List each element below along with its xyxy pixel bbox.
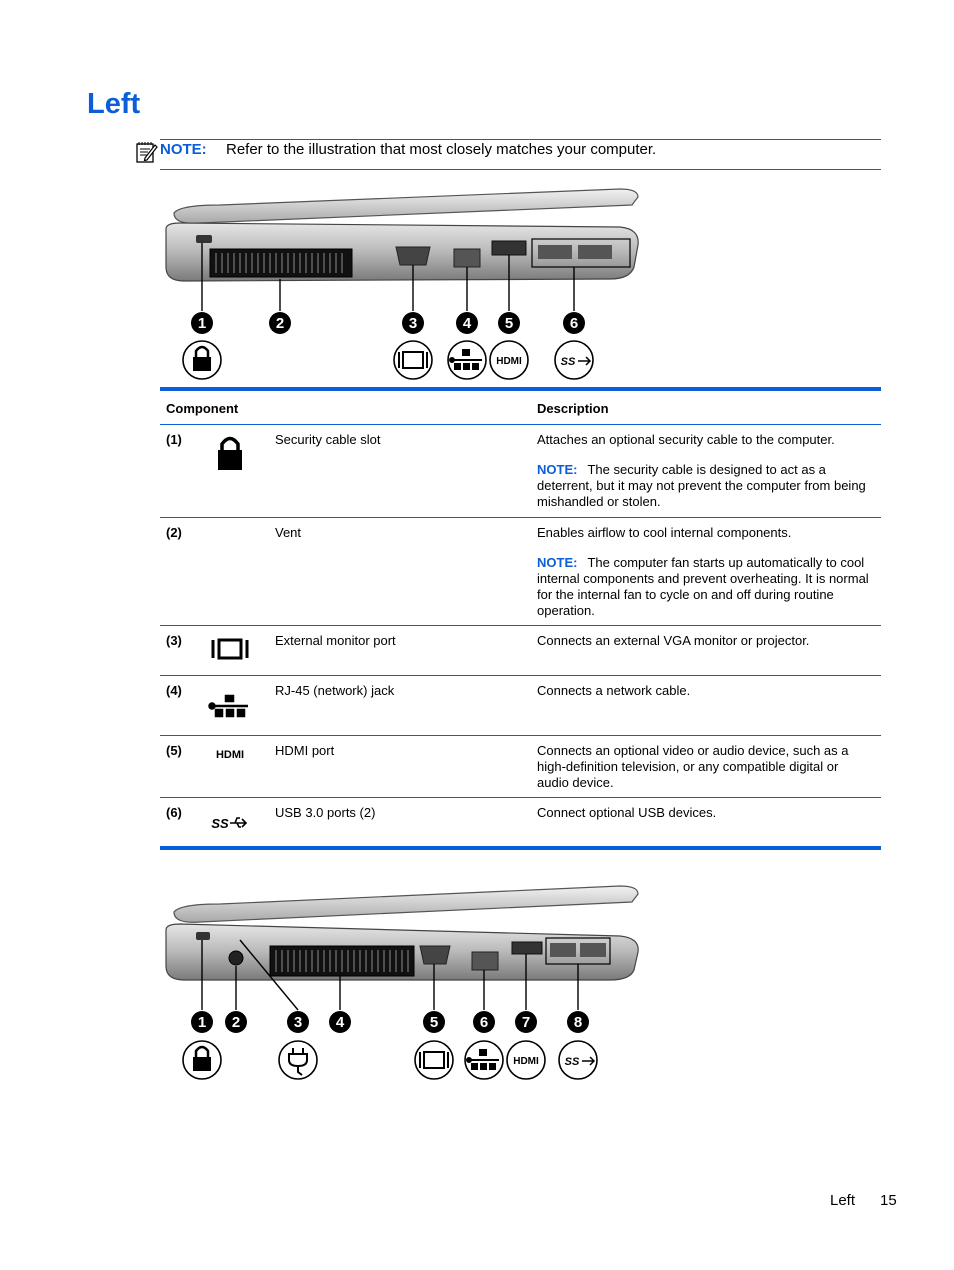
component-name: HDMI port	[275, 743, 335, 758]
footer-section-label: Left	[830, 1192, 856, 1209]
component-description	[537, 633, 873, 663]
hdmi-icon	[496, 356, 522, 367]
note-text: Refer to the illustration that most closely matches your computer.	[226, 141, 657, 158]
description-text: Connect optional USB devices.	[537, 805, 717, 820]
description-text: Enables airflow to cool internal components.	[537, 525, 792, 540]
callout-2: 2	[275, 315, 285, 332]
lock-icon	[193, 1047, 211, 1071]
table-row	[160, 798, 881, 846]
component-table	[160, 387, 881, 850]
network-icon	[450, 350, 482, 369]
description-text: Connects an optional video or audio device, such as a high-definition television, or any compatible digital or audio device.	[537, 743, 849, 790]
column-header-component: Component	[166, 401, 239, 416]
note-label: NOTE:	[160, 141, 207, 158]
table-row	[160, 676, 881, 736]
external-monitor-icon	[208, 632, 252, 668]
column-header-description: Description	[537, 401, 609, 416]
svg-text:HDMI: HDMI	[215, 749, 245, 761]
description-text: Attaches an optional security cable to the computer.	[537, 432, 835, 447]
row-number: (4)	[166, 683, 182, 698]
table-row	[160, 518, 881, 626]
note-label: NOTE:	[537, 462, 578, 477]
component-description	[537, 743, 873, 805]
description-text: Connects an external VGA monitor or projector.	[537, 633, 810, 648]
row-number: (3)	[166, 633, 182, 648]
external-monitor-icon	[399, 352, 427, 368]
laptop-left-side-illustration-2	[160, 880, 650, 1085]
row-number: (2)	[166, 525, 182, 540]
component-name: RJ-45 (network) jack	[275, 683, 395, 698]
note-label: NOTE:	[537, 555, 578, 570]
hdmi-icon	[208, 738, 252, 774]
description-text: Connects a network cable.	[537, 683, 691, 698]
usb-superspeed-icon	[565, 1056, 594, 1068]
callout-5: 5	[429, 1014, 439, 1031]
note-icon	[135, 141, 159, 165]
component-name: USB 3.0 ports (2)	[275, 805, 376, 820]
callout-6: 6	[569, 315, 579, 332]
row-number: (1)	[166, 432, 182, 447]
hdmi-icon	[513, 1056, 539, 1067]
network-icon	[208, 688, 252, 724]
svg-text:SS: SS	[560, 356, 576, 368]
note-text: The computer fan starts up automatically to cool internal components and prevent overheating. It is normal for the internal fan to cycle on and off during routine operation.	[537, 555, 869, 618]
callout-1: 1	[197, 315, 207, 332]
row-number: (6)	[166, 805, 182, 820]
network-icon	[467, 1050, 499, 1069]
component-name: Security cable slot	[275, 432, 381, 447]
usb-superspeed-icon	[561, 356, 590, 368]
usb-superspeed-icon	[208, 806, 252, 842]
callout-5: 5	[504, 315, 514, 332]
callout-3: 3	[408, 315, 418, 332]
external-monitor-icon	[420, 1052, 448, 1068]
component-description	[537, 805, 873, 835]
lock-icon	[208, 433, 252, 471]
page-title: Left	[87, 88, 141, 120]
power-plug-icon	[289, 1048, 307, 1075]
callout-3: 3	[293, 1014, 303, 1031]
page-number: 15	[880, 1192, 897, 1209]
callout-8: 8	[573, 1014, 583, 1031]
table-header	[160, 391, 881, 425]
component-name: Vent	[275, 525, 302, 540]
row-number: (5)	[166, 743, 182, 758]
table-row	[160, 425, 881, 518]
note-text: The security cable is designed to act as a deterrent, but it may not prevent the computer from being mishandled or stolen.	[537, 462, 866, 509]
callout-1: 1	[197, 1014, 207, 1031]
callout-4: 4	[462, 315, 472, 332]
component-description	[537, 432, 873, 524]
component-description	[537, 683, 873, 713]
callout-4: 4	[335, 1014, 345, 1031]
svg-text:HDMI: HDMI	[496, 356, 522, 367]
callout-7: 7	[521, 1014, 531, 1031]
component-name: External monitor port	[275, 633, 396, 648]
callout-2: 2	[231, 1014, 241, 1031]
table-row	[160, 626, 881, 676]
callout-6: 6	[479, 1014, 489, 1031]
table-row	[160, 736, 881, 798]
component-description	[537, 525, 873, 633]
svg-text:SS: SS	[564, 1056, 580, 1068]
svg-text:HDMI: HDMI	[513, 1056, 539, 1067]
lock-icon	[193, 347, 211, 371]
laptop-left-side-illustration-1	[160, 183, 650, 383]
svg-text:SS: SS	[211, 816, 229, 831]
